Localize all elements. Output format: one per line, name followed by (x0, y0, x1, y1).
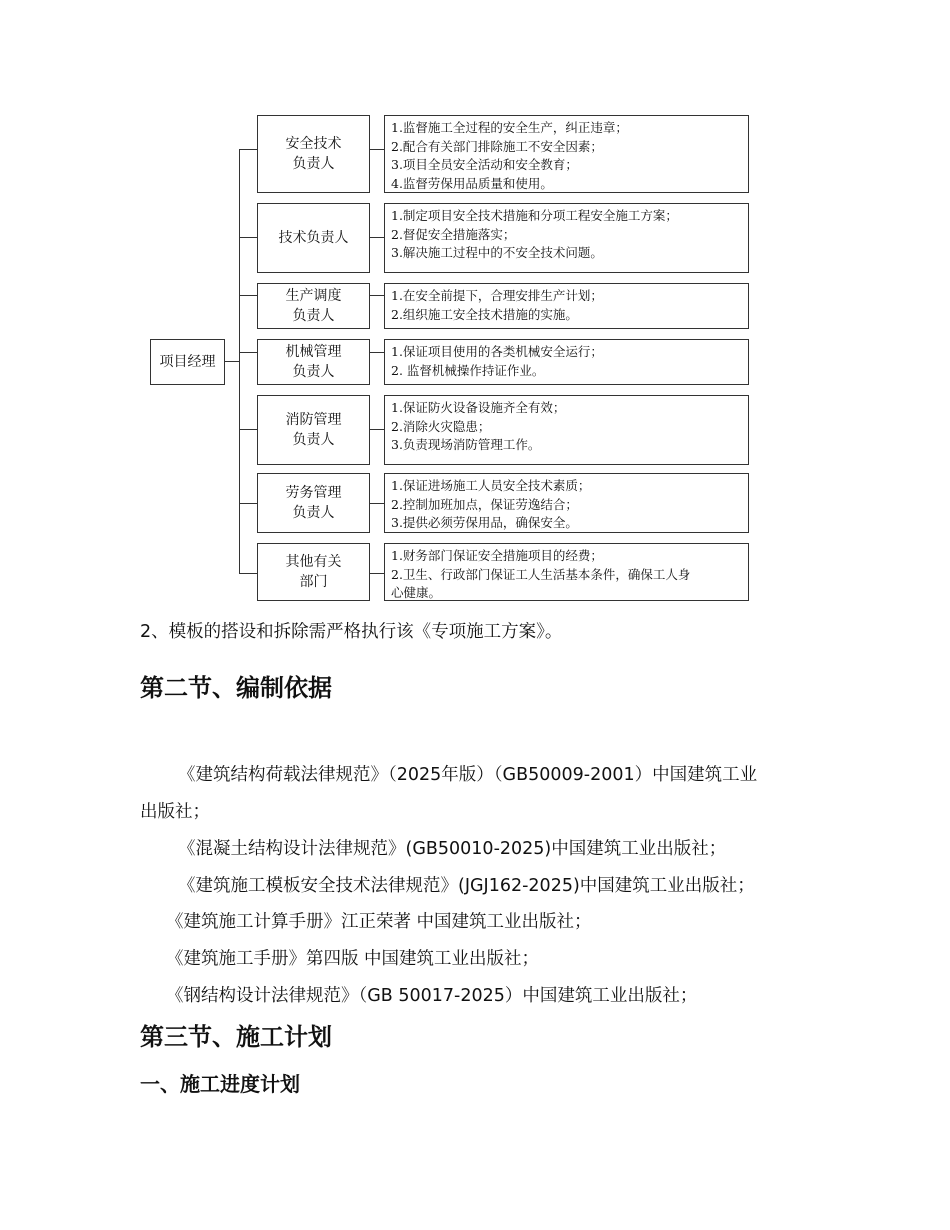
connector-branch (239, 295, 258, 296)
reference-item: 《建筑结构荷载法律规范》（2025年版）（GB50009-2001）中国建筑工业 (178, 765, 758, 785)
reference-item: 《建筑施工计算手册》江正荣著 中国建筑工业出版社； (166, 912, 592, 932)
duty-item: 2.督促安全措施落实； (391, 226, 516, 242)
org-role-label: 劳务管理 负责人 (285, 485, 342, 521)
duty-item: 3.解决施工过程中的不安全技术问题。 (391, 245, 603, 261)
connector-duty (370, 429, 385, 430)
reference-item: 《建筑施工手册》第四版 中国建筑工业出版社； (166, 949, 540, 969)
org-duty-box (384, 283, 749, 329)
paragraph-template-requirement: 2、模板的搭设和拆除需严格执行该《专项施工方案》。 (140, 622, 563, 642)
org-role-box (257, 283, 370, 329)
org-role-box (257, 543, 370, 601)
org-role-label: 其他有关 部门 (285, 554, 342, 590)
org-role-label: 机械管理 负责人 (285, 344, 342, 380)
duty-item: 1.保证项目使用的各类机械安全运行； (391, 344, 603, 359)
org-duty-box (384, 395, 749, 465)
duty-item: 2.消除火灾隐患； (391, 418, 491, 434)
org-role-box (257, 339, 370, 385)
org-duty-box (384, 339, 749, 385)
org-role-label: 生产调度 负责人 (285, 288, 342, 324)
connector-duty (370, 149, 385, 150)
duty-item: 1.监督施工全过程的安全生产，纠正违章； (391, 120, 628, 135)
org-duty-box (384, 473, 749, 533)
connector-duty (370, 352, 385, 353)
duty-item: 2.配合有关部门排除施工不安全因素； (391, 138, 603, 154)
duty-item: 心健康。 (391, 585, 442, 601)
connector-duty (370, 503, 385, 504)
duty-item: 2.卫生、行政部门保证工人生活基本条件，确保工人身 (391, 566, 691, 582)
duty-item: 1.制定项目安全技术措施和分项工程安全施工方案； (391, 208, 678, 223)
org-role-label: 技术负责人 (278, 230, 349, 246)
subsection-title-schedule: 一、施工进度计划 (140, 1072, 300, 1096)
org-role-box (257, 473, 370, 533)
connector-duty (370, 237, 385, 238)
connector-trunk (239, 149, 240, 574)
duty-item: 2.控制加班加点，保证劳逸结合； (391, 496, 578, 512)
org-role-box (257, 203, 370, 273)
duty-item: 1.保证进场施工人员安全技术素质； (391, 478, 591, 493)
duty-item: 3.项目全员安全活动和安全教育； (391, 157, 578, 173)
connector-branch (239, 352, 258, 353)
connector-branch (239, 149, 258, 150)
duty-item: 3.提供必须劳保用品，确保安全。 (391, 515, 578, 531)
duty-item: 2.组织施工安全技术措施的实施。 (391, 306, 578, 322)
duty-item: 2. 监督机械操作持证作业。 (391, 362, 545, 378)
duty-item: 4.监督劳保用品质量和使用。 (391, 175, 553, 191)
reference-item: 出版社； (140, 802, 210, 822)
connector-branch (239, 237, 258, 238)
connector-branch (239, 503, 258, 504)
connector-branch (239, 429, 258, 430)
org-role-box (257, 395, 370, 465)
org-duty-box (384, 543, 749, 601)
section-title-plan: 第三节、施工计划 (140, 1023, 332, 1051)
connector-root (225, 361, 240, 362)
section-title-basis: 第二节、编制依据 (140, 674, 332, 702)
reference-item: 《钢结构设计法律规范》（GB 50017-2025）中国建筑工业出版社； (166, 986, 698, 1006)
org-duty-box (384, 203, 749, 273)
org-role-label: 消防管理 负责人 (285, 412, 342, 448)
duty-item: 1.在安全前提下，合理安排生产计划； (391, 288, 603, 303)
org-duty-box (384, 115, 749, 193)
connector-branch (239, 573, 258, 574)
org-root-label: 项目经理 (159, 354, 216, 370)
connector-duty (370, 573, 385, 574)
connector-duty (370, 295, 385, 296)
reference-item: 《建筑施工模板安全技术法律规范》(JGJ162-2025)中国建筑工业出版社； (178, 876, 755, 896)
org-role-box (257, 115, 370, 193)
org-root-box (150, 339, 225, 385)
org-role-label: 安全技术 负责人 (285, 136, 342, 172)
duty-item: 1.保证防火设备设施齐全有效； (391, 400, 566, 415)
reference-item: 《混凝土结构设计法律规范》(GB50010-2025)中国建筑工业出版社； (178, 839, 727, 859)
duty-item: 1.财务部门保证安全措施项目的经费； (391, 548, 603, 563)
duty-item: 3.负责现场消防管理工作。 (391, 437, 541, 453)
